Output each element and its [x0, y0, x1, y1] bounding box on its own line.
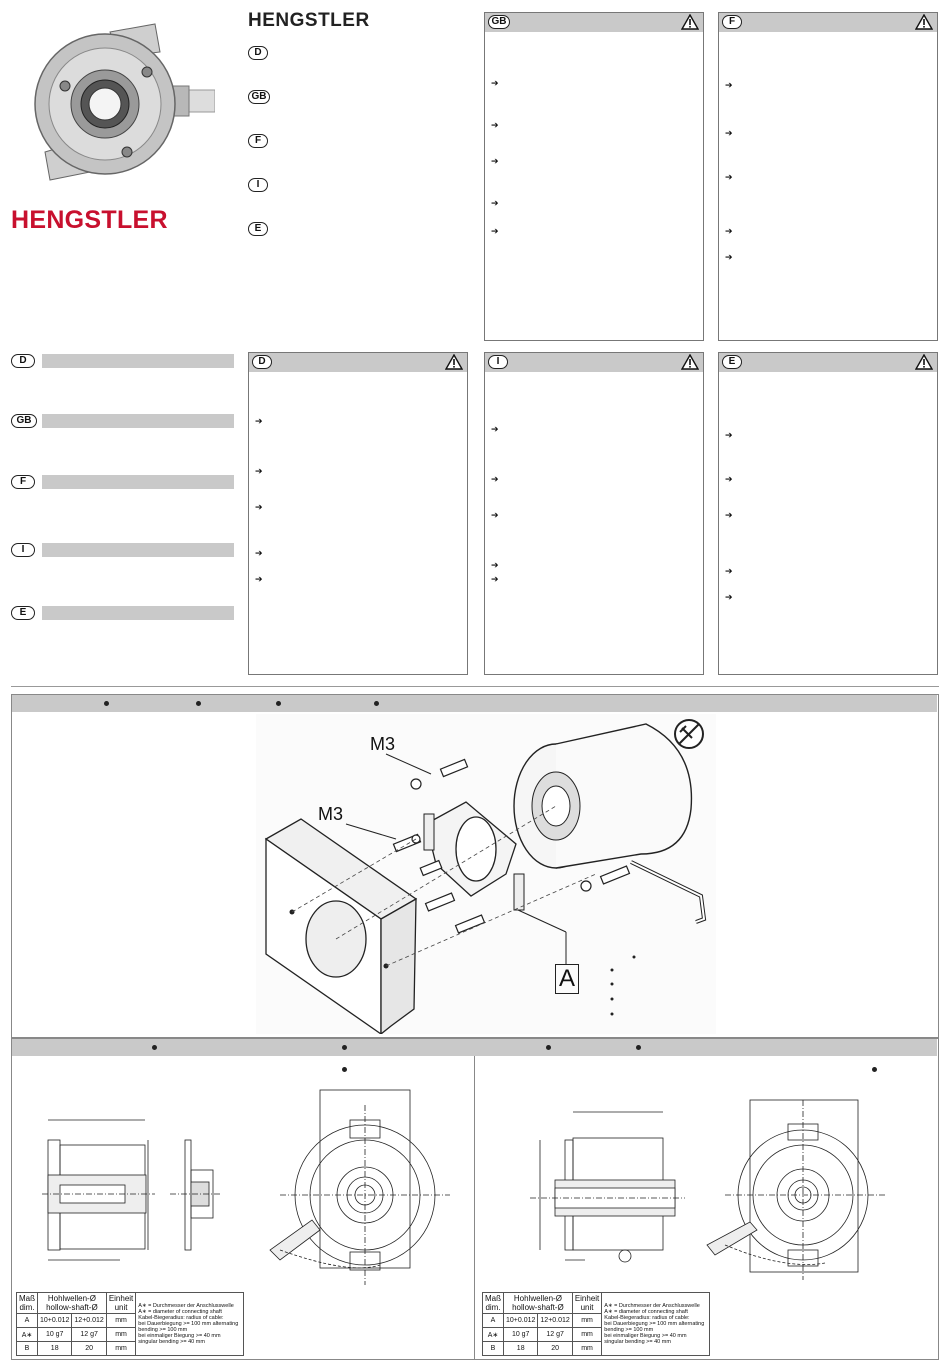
bullet	[152, 1045, 157, 1050]
lang-badge-gb: GB	[248, 90, 270, 104]
dimension-table-left	[16, 1292, 244, 1356]
warning-icon	[681, 354, 699, 370]
arrow-icon: ➔	[725, 431, 733, 441]
table-note: Kabel-Biegeradius: radius of cable:	[604, 1315, 690, 1321]
label-bar-f	[42, 475, 234, 489]
table-cell: 20	[538, 1342, 572, 1356]
arrow-icon: ➔	[725, 567, 733, 577]
lang-badge-i: I	[11, 543, 35, 557]
arrow-icon: ➔	[255, 467, 263, 477]
screw-label-m3-lower: M3	[318, 804, 344, 824]
table-header-cell: Hohlwellen-Ø hollow-shaft-Ø	[38, 1293, 107, 1314]
section-header-bar	[12, 695, 937, 712]
encoder-photo	[25, 12, 215, 187]
panel-header	[719, 353, 937, 372]
table-header-cell: Einheit unit	[106, 1293, 135, 1314]
label-bar-i	[42, 543, 234, 557]
bullet	[276, 701, 281, 706]
table-cell: A	[483, 1314, 504, 1328]
arrow-icon: ➔	[491, 575, 499, 585]
label-bar-gb	[42, 414, 234, 428]
lang-badge-d: D	[248, 46, 268, 60]
panel-header	[249, 353, 467, 372]
table-cell: 10 g7	[504, 1328, 538, 1342]
arrow-icon: ➔	[725, 81, 733, 91]
arrow-icon: ➔	[725, 475, 733, 485]
arrow-icon: ➔	[255, 549, 263, 559]
brand-header: HENGSTLER	[248, 10, 370, 31]
table-note: Kabel-Biegeradius: radius of cable:	[138, 1315, 224, 1321]
dimension-drawing-right	[485, 1080, 935, 1285]
bullet	[636, 1045, 641, 1050]
lang-badge-gb: GB	[488, 15, 510, 29]
table-cell: 12 g7	[538, 1328, 572, 1342]
label-bar-d	[42, 354, 234, 368]
brand-logo: HENGSTLER	[11, 206, 168, 234]
mounting-drawing	[256, 714, 716, 1034]
arrow-icon: ➔	[491, 511, 499, 521]
table-cell: A	[17, 1314, 38, 1328]
warning-icon	[681, 14, 699, 30]
lang-badge-f: F	[11, 475, 35, 489]
bullet	[104, 701, 109, 706]
panel-f	[718, 12, 938, 341]
arrow-icon: ➔	[255, 503, 263, 513]
arrow-icon: ➔	[491, 227, 499, 237]
table-cell: 10+0.012	[504, 1314, 538, 1328]
arrow-icon: ➔	[725, 511, 733, 521]
table-note: A∗ = Durchmesser der Anschlusswelle	[138, 1303, 234, 1309]
panel-e	[718, 352, 938, 675]
warning-icon	[445, 354, 463, 370]
lang-badge-gb: GB	[11, 414, 37, 428]
table-note: A∗ = Durchmesser der Anschlusswelle	[604, 1303, 700, 1309]
bullet	[374, 701, 379, 706]
screw-label-m3-upper: M3	[370, 734, 396, 754]
table-notes	[602, 1293, 710, 1356]
arrow-icon: ➔	[491, 121, 499, 131]
bullet	[872, 1067, 877, 1072]
table-cell: mm	[572, 1314, 601, 1328]
arrow-icon: ➔	[491, 561, 499, 571]
lang-badge-d: D	[11, 354, 35, 368]
panel-header	[719, 13, 937, 32]
table-cell: B	[17, 1342, 38, 1356]
table-cell: mm	[106, 1314, 135, 1328]
arrow-icon: ➔	[725, 129, 733, 139]
arrow-icon: ➔	[491, 199, 499, 209]
panel-gb	[484, 12, 704, 341]
lang-badge-i: I	[248, 178, 268, 192]
arrow-icon: ➔	[725, 593, 733, 603]
table-note: bei Dauerbiegung >= 100 mm alternating bending >= 100 mm	[604, 1321, 705, 1333]
table-cell: 10+0.012	[38, 1314, 72, 1328]
table-note: A∗ = diameter of connecting shaft	[138, 1309, 222, 1315]
arrow-icon: ➔	[491, 157, 499, 167]
lang-badge-d: D	[252, 355, 272, 369]
table-cell: B	[483, 1342, 504, 1356]
table-cell: mm	[572, 1342, 601, 1356]
table-header-cell: Hohlwellen-Ø hollow-shaft-Ø	[504, 1293, 573, 1314]
warning-icon	[915, 14, 933, 30]
dimension-drawing-left	[20, 1080, 460, 1285]
table-cell: 18	[504, 1342, 538, 1356]
divider	[11, 686, 939, 687]
table-cell: 18	[38, 1342, 72, 1356]
panel-d	[248, 352, 468, 675]
table-header-cell: Maß dim.	[483, 1293, 504, 1314]
table-note: bei einmaliger Biegung >= 40 mm singular bending >= 40 mm	[138, 1333, 221, 1345]
arrow-icon: ➔	[255, 575, 263, 585]
table-cell: 12 g7	[72, 1328, 106, 1342]
bullet	[196, 701, 201, 706]
panel-header	[485, 353, 703, 372]
table-cell: mm	[106, 1342, 135, 1356]
arrow-icon: ➔	[725, 253, 733, 263]
bullet	[546, 1045, 551, 1050]
arrow-icon: ➔	[491, 475, 499, 485]
table-cell: 20	[72, 1342, 106, 1356]
table-note: bei Dauerbiegung >= 100 mm alternating bending >= 100 mm	[138, 1321, 239, 1333]
dimension-table-right	[482, 1292, 710, 1356]
table-cell: mm	[106, 1328, 135, 1342]
column-divider	[474, 1056, 475, 1360]
warning-icon	[915, 354, 933, 370]
arrow-icon: ➔	[725, 173, 733, 183]
table-cell: 12+0.012	[538, 1314, 572, 1328]
table-notes	[136, 1293, 244, 1356]
table-cell: A∗	[17, 1328, 38, 1342]
bullet	[342, 1067, 347, 1072]
table-cell: 10 g7	[38, 1328, 72, 1342]
table-note: A∗ = diameter of connecting shaft	[604, 1309, 688, 1315]
part-label-a: A	[555, 964, 579, 994]
lang-badge-e: E	[248, 222, 268, 236]
table-header-cell: Maß dim.	[17, 1293, 38, 1314]
lang-badge-e: E	[11, 606, 35, 620]
lang-badge-i: I	[488, 355, 508, 369]
arrow-icon: ➔	[491, 425, 499, 435]
table-note: bei einmaliger Biegung >= 40 mm singular bending >= 40 mm	[604, 1333, 687, 1345]
arrow-icon: ➔	[491, 79, 499, 89]
lang-badge-f: F	[248, 134, 268, 148]
panel-i	[484, 352, 704, 675]
table-header-cell: Einheit unit	[572, 1293, 601, 1314]
table-cell: mm	[572, 1328, 601, 1342]
section-header-bar	[12, 1039, 937, 1056]
bullet	[342, 1045, 347, 1050]
lang-badge-f: F	[722, 15, 742, 29]
table-cell: A∗	[483, 1328, 504, 1342]
lang-badge-e: E	[722, 355, 742, 369]
arrow-icon: ➔	[255, 417, 263, 427]
arrow-icon: ➔	[725, 227, 733, 237]
panel-header	[485, 13, 703, 32]
table-cell: 12+0.012	[72, 1314, 106, 1328]
label-bar-e	[42, 606, 234, 620]
